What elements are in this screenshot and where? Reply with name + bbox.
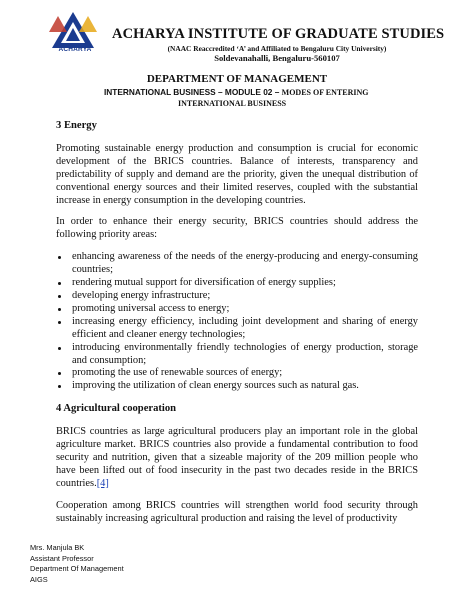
energy-paragraph-1: Promoting sustainable energy production and consumption is crucial for economic development of the BRICS countries. Balance of interests, transparency and predictability of supply and demand are the priority, given the unequal distribution of conventional energy sources and their limited reserves, coupled with the substantial increase in energy consumption in the developing countries. (56, 142, 418, 206)
module-title-main: INTERNATIONAL BUSINESS – MODULE 02 – (104, 87, 282, 97)
accreditation-line: (NAAC Reaccredited ‘A’ and Affiliated to Bengaluru City University) (167, 44, 387, 53)
author-institute: AIGS (30, 574, 48, 584)
section-heading-agriculture: 4 Agricultural cooperation (56, 403, 177, 415)
agriculture-paragraph-2: Cooperation among BRICS countries will strengthen world food security through sustainably increasing agricultural production and raising the level of productivity (56, 499, 418, 524)
module-title-rest: MODES OF ENTERING (281, 88, 369, 97)
document-body (56, 120, 418, 534)
list-item-text: promoting universal access to energy; (72, 302, 230, 314)
bullet-icon (58, 321, 61, 324)
list-item-text: increasing energy efficiency, including joint development and sharing of energy efficient and cleaner energy technologies; (72, 315, 418, 340)
list-item-text: developing energy infrastructure; (72, 289, 211, 301)
list-item (56, 380, 418, 393)
energy-priority-list (56, 251, 418, 393)
list-item (56, 290, 418, 303)
list-item (56, 251, 418, 277)
bullet-icon (58, 347, 61, 350)
list-item (56, 342, 418, 368)
energy-paragraph-2: In order to enhance their energy security, BRICS countries should address the following priority areas: (56, 216, 418, 241)
module-title-line2: INTERNATIONAL BUSINESS (178, 99, 287, 108)
author-title: Assistant Professor (30, 553, 94, 563)
author-footer (30, 543, 124, 585)
list-item-text: promoting the use of renewable sources of energy; (72, 367, 283, 379)
department-heading: DEPARTMENT OF MANAGEMENT (146, 73, 328, 85)
institute-address: Soldevanahalli, Bengaluru-560107 (214, 53, 340, 63)
bullet-icon (58, 385, 61, 388)
logo-text: ACHARYA (58, 46, 92, 53)
reference-link[interactable]: [4] (96, 477, 109, 489)
list-item (56, 316, 418, 342)
bullet-icon (58, 256, 61, 259)
agriculture-paragraph-1 (56, 426, 418, 491)
list-item (56, 367, 418, 380)
list-item (56, 303, 418, 316)
author-department: Department Of Management (30, 564, 124, 574)
list-item-text: rendering mutual support for diversification of energy supplies; (72, 277, 336, 289)
bullet-icon (58, 372, 61, 375)
institute-title: ACHARYA INSTITUTE OF GRADUATE STUDIES (112, 26, 445, 42)
section-heading-energy: 3 Energy (56, 120, 97, 131)
list-item-text: introducing environmentally friendly technologies of energy production, storage and consumption; (72, 341, 418, 366)
bullet-icon (58, 295, 61, 298)
list-item-text: improving the utilization of clean energy sources such as natural gas. (72, 380, 359, 392)
author-name: Mrs. Manjula BK (30, 543, 85, 552)
list-item-text: enhancing awareness of the needs of the energy-producing and energy-consuming countries; (72, 251, 418, 276)
bullet-icon (58, 308, 61, 311)
module-title (104, 87, 368, 97)
list-item (56, 277, 418, 290)
agriculture-paragraph-1-text: BRICS countries as large agricultural producers play an important role in the global agriculture market. BRICS countries also provide a fundamental contribution to food security and nutrition, given that a sizeable majority of the 209 million people who have been lifted out of food insecurity in the past two decades reside in the BRICS countries. (56, 426, 418, 489)
bullet-icon (58, 282, 61, 285)
